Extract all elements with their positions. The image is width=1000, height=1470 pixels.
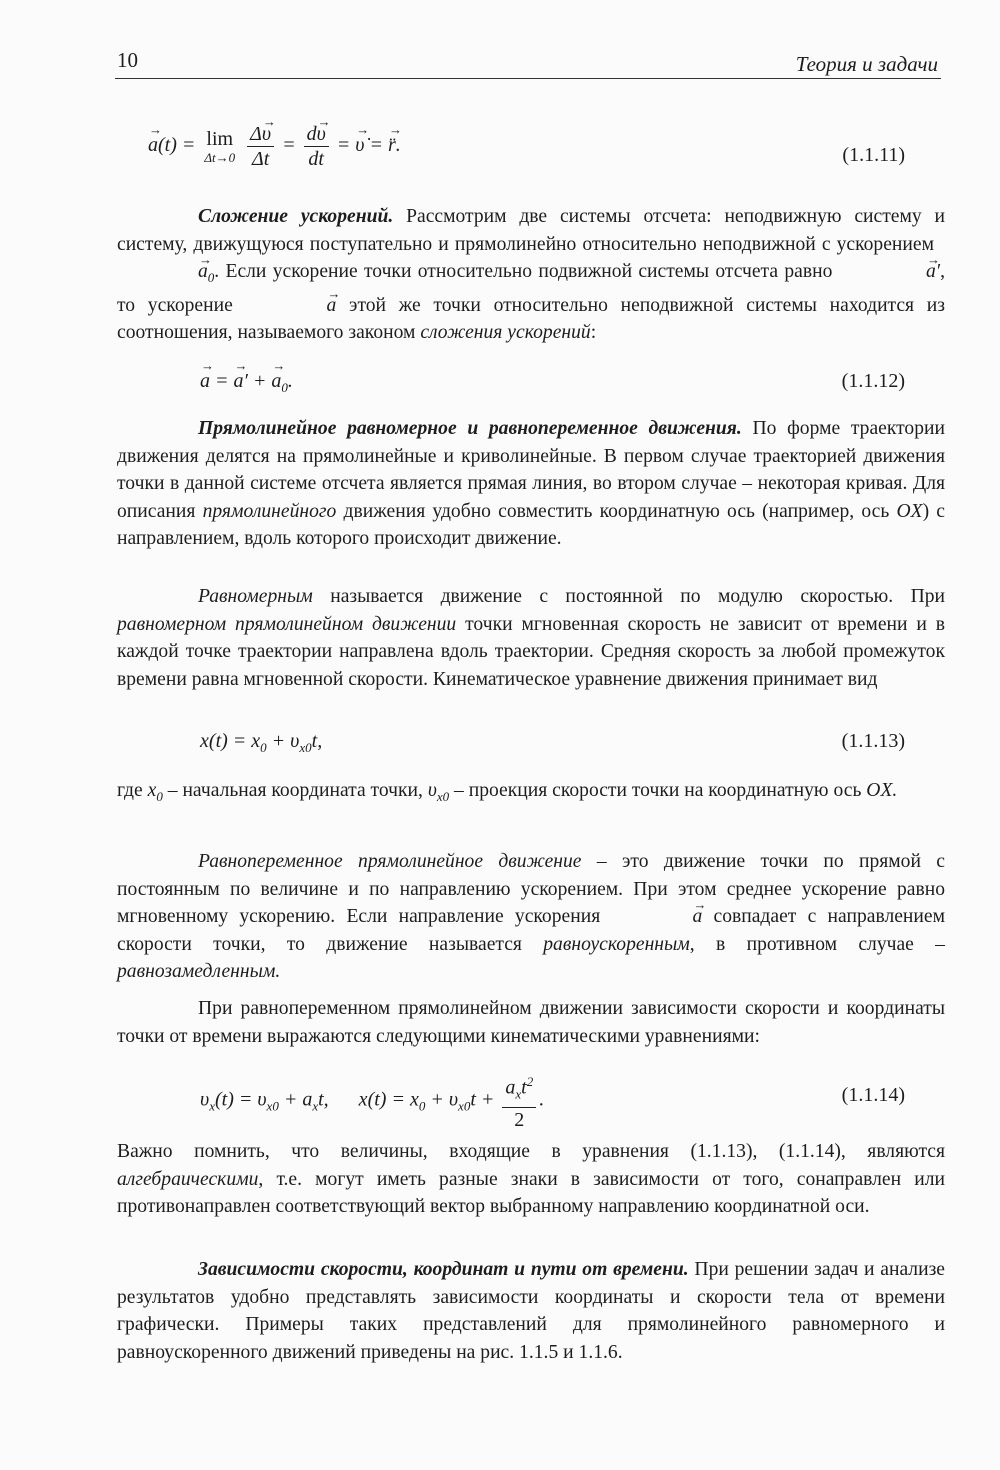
equation-1-1-14: $\upsilon_x(t) = \upsilon_{x0} + a_xt$, $x(t) = x_0 + \upsilon_{x0}t$ + $\frac{a_xt^2}{2}$ . (1.1.14) xyxy=(0,1070,1000,1150)
paragraph-uniformly-variable-motion: Равнопеременное прямолинейное движение – это движение точки по прямой с постоянным по величине и по направлению ускорением. При этом среднее ускорение равно мгновенному ускорению. Если направление ускорения → a совпадает с направлением скорости точки, то движение называется равноускоренным, в противном случае – равнозамедленным. xyxy=(117,848,945,986)
equation-number: (1.1.14) xyxy=(841,1084,905,1106)
paragraph-graphs: Зависимости скорости, координат и пути от времени. При решении задач и анализе результатов удобно представлять зависимости координаты и скорости тела от времени графически. Примеры таких представлений для прямолинейного равномерного и равноускоренного движений приведены на рис. 1.1.5 и 1.1.6. xyxy=(117,1259,946,1363)
equation-number: (1.1.11) xyxy=(842,144,905,166)
equation-1-1-12: → a = → a′ + → $a_0$. (1.1.12) xyxy=(0,370,1000,430)
equation-1-1-11: → a(t) = lim Δt→0 $\frac{\Delta\to \upsilon}{\Delta t}$ = $\frac{d\to \upsilon}{dt}$ = → υ̇ = → r̈. (1.1.11) xyxy=(0,122,1000,182)
paragraph-addition-of-accelerations: Сложение ускорений. Рассмотрим две системы отсчета: неподвижную систему и систему, движущуюся поступательно и прямолинейно относительно неподвижной с ускорением → $a_0$. Если ускорение точки относительно подвижной системы отсчета равно → a′, то ускорение → a этой же точки относительно неподвижной системы находится из соотношения, называемого законом сложения ускорений: xyxy=(117,203,945,347)
header-rule xyxy=(115,78,941,79)
paragraph-algebraic-note: Важно помнить, что величины, входящие в уравнения (1.1.13), (1.1.14), являются алгебраическими, т.е. могут иметь разные знаки в зависимости от того, сонаправлен или противонаправлен соответствующий вектор выбранному направлению координатной оси. xyxy=(117,1141,945,1218)
equation-1-1-13: $x(t) = x_0 + \upsilon_{x0}t$, (1.1.13) xyxy=(200,730,905,755)
page-number: 10 xyxy=(117,48,138,72)
paragraph-uniform-motion: Равномерным называется движение с постоянной по модулю скоростью. При равномерном прямолинейном движении точки мгновенная скорость не зависит от времени и в каждой точке траектории направлена вдоль траектории. Средняя скорость за любой промежуток времени равна мгновенной скорости. Кинематическое уравнение движения принимает вид xyxy=(117,586,946,690)
equation-number: (1.1.12) xyxy=(841,370,905,392)
paragraph-kinematic-equations: При равнопеременном прямолинейном движении зависимости скорости и координаты точки от времени выражаются следующими кинематическими уравнениями: xyxy=(117,998,945,1047)
paragraph-rectilinear-motion: Прямолинейное равномерное и равнопеременное движения. По форме траектории движения делятся на прямолинейные и криволинейные. В первом случае траекторией движения точки в данной системе отсчета является прямая линия, во втором случае – некоторая кривая. Для описания прямолинейного движения удобно совместить координатную ось (например, ось OX) с направлением, вдоль которого происходит движение. xyxy=(117,418,945,550)
paragraph-where: где $x_0$ – начальная координата точки, $\upsilon_{x0}$ – проекция скорости точки на координатную ось OX. xyxy=(117,780,898,804)
running-title: Теория и задачи xyxy=(795,52,938,76)
equation-number: (1.1.13) xyxy=(841,730,905,752)
